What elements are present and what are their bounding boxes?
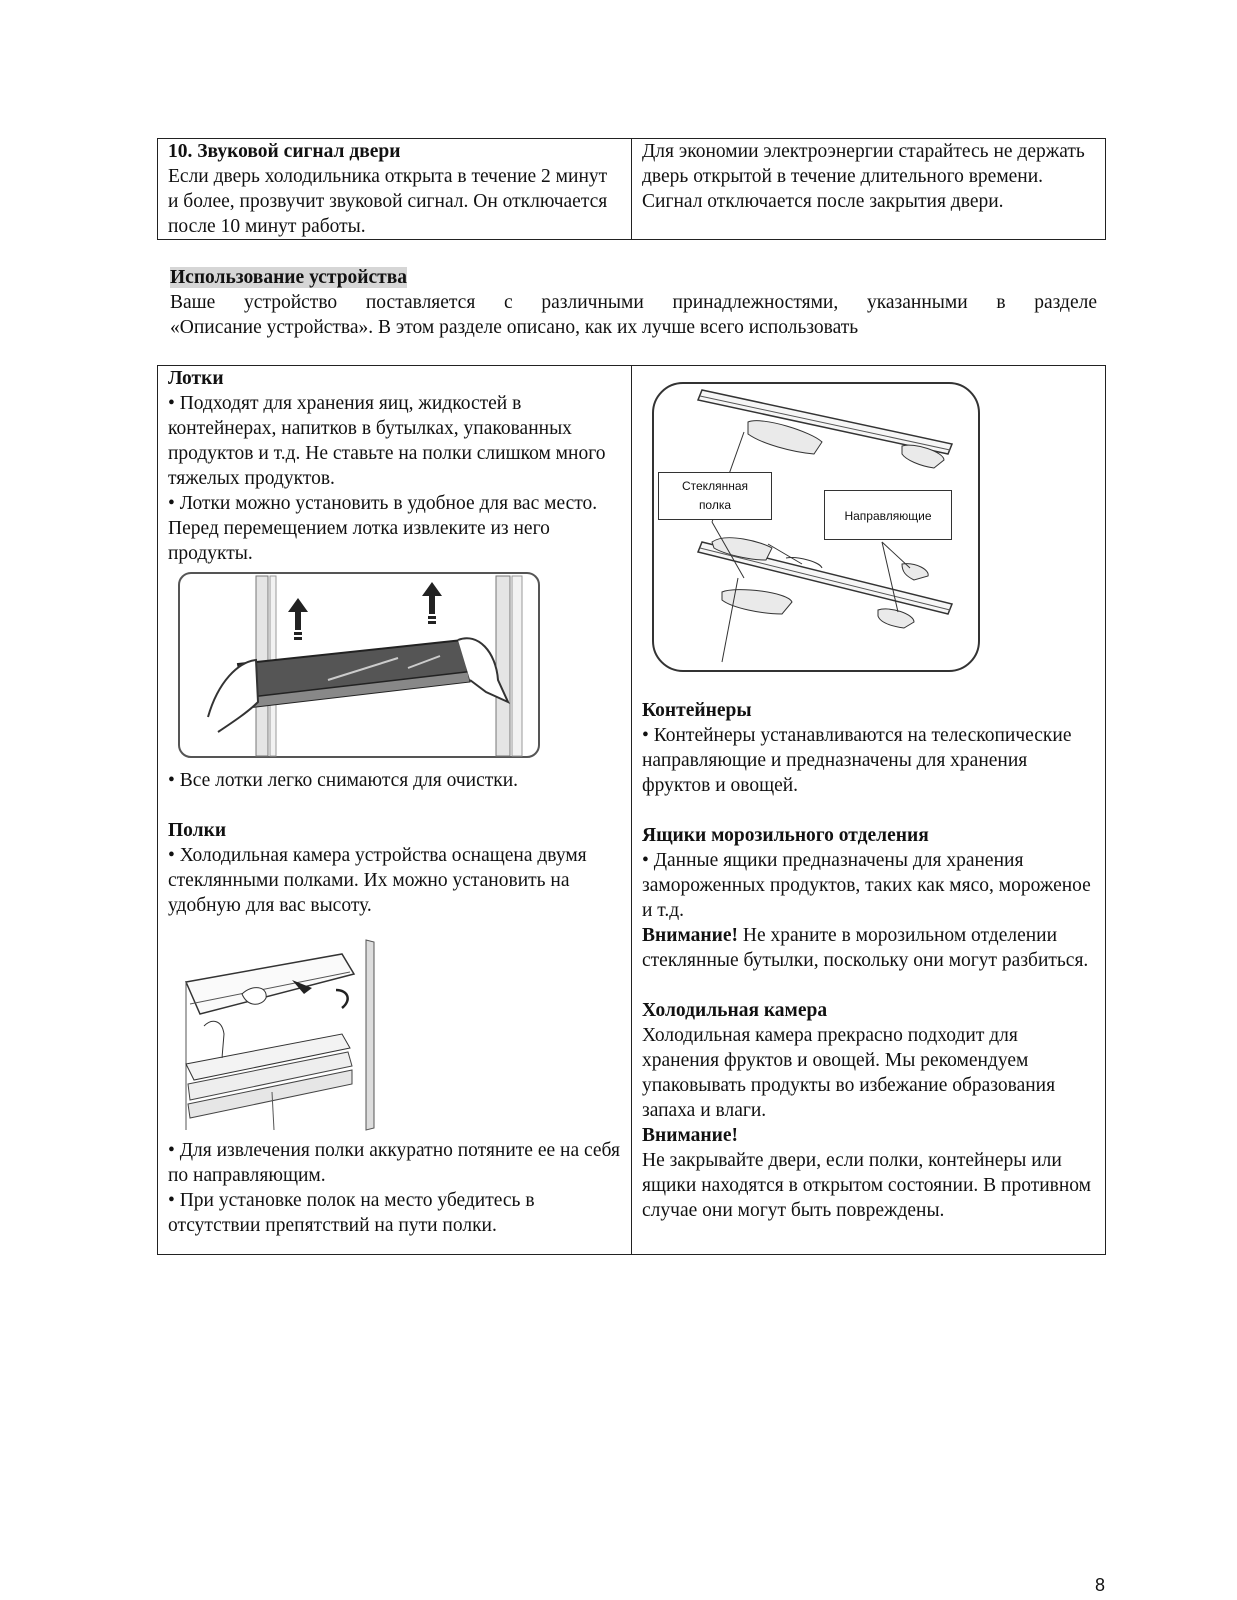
trays-bullet-1: • Подходят для хранения яиц, жидкостей в контейнерах, напитков в бутылках, упакованных продуктов и т.д. Не ставьте на полки слишком много тяжелых продуктов.	[168, 393, 606, 489]
fridge-chamber-warning-label: Внимание!	[642, 1125, 738, 1146]
shelves-bullet-3: • При установке полок на место убедитесь в отсутствии препятствий на пути полки.	[168, 1190, 535, 1236]
shelves-bullet-2: • Для извлечения полки аккуратно потяните ее на себя по направляющим.	[168, 1140, 620, 1186]
trays-heading: Лотки	[168, 368, 224, 389]
fridge-chamber-heading: Холодильная камера	[642, 1000, 828, 1021]
label-rails: Направляющие	[824, 490, 952, 540]
glass-shelf-diagram	[652, 382, 980, 674]
trays-bullet-2: • Лотки можно установить в удобное для вас место. Перед перемещением лотка извлеките из него продукты.	[168, 493, 598, 564]
accessories-table	[157, 365, 1106, 1255]
shelves-heading: Полки	[168, 820, 227, 841]
label-glass-shelf: Стеклянная полка	[658, 472, 772, 520]
left-column	[158, 366, 632, 1255]
usage-intro-line1: Ваше устройство поставляется с различными принадлежностями, указанными в разделе	[170, 292, 1097, 313]
trays-bullet-3: • Все лотки легко снимаются для очистки.	[168, 770, 519, 791]
containers-heading: Контейнеры	[642, 700, 752, 721]
shelves-bullet-1: • Холодильная камера устройства оснащена двумя стеклянными полками. Их можно установить на удобную для вас высоту.	[168, 845, 587, 916]
tray-removal-illustration	[178, 572, 540, 762]
freezer-drawers-bullet-1: • Данные ящики предназначены для хранения замороженных продуктов, таких как мясо, мороженое и т.д.	[642, 850, 1091, 921]
shelf-removal-illustration	[182, 934, 382, 1134]
containers-bullet-1: • Контейнеры устанавливаются на телескопические направляющие и предназначены для хранения фруктов и овощей.	[642, 725, 1072, 796]
freezer-drawers-warning: Внимание! Не храните в морозильном отделении стеклянные бутылки, поскольку они могут разбиться.	[642, 925, 1089, 971]
fridge-chamber-warning-text: Не закрывайте двери, если полки, контейнеры или ящики находятся в открытом состоянии. В противном случае они могут быть повреждены.	[642, 1150, 1092, 1221]
door-alarm-table	[157, 138, 1106, 240]
right-column	[632, 366, 1106, 1255]
page-number: 8	[1095, 1575, 1106, 1595]
usage-intro-line2: «Описание устройства». В этом разделе описано, как их лучше всего использовать	[170, 317, 859, 338]
usage-heading: Использование устройства	[170, 267, 408, 288]
door-alarm-cell	[158, 139, 632, 240]
freezer-drawers-heading: Ящики морозильного отделения	[642, 825, 929, 846]
usage-section	[170, 265, 1097, 340]
door-alarm-heading: 10. Звуковой сигнал двери	[168, 141, 401, 162]
door-alarm-tip: Для экономии электроэнергии старайтесь не держать дверь открытой в течение длительного времени. Сигнал отключается после закрытия двери.	[642, 141, 1085, 212]
door-alarm-text: Если дверь холодильника открыта в течение 2 минут и более, прозвучит звуковой сигнал. Он отключается после 10 минут работы.	[168, 166, 608, 237]
door-alarm-tip-cell	[632, 139, 1106, 240]
fridge-chamber-text: Холодильная камера прекрасно подходит для хранения фруктов и овощей. Мы рекомендуем упаковывать продукты во избежание образования запаха и влаги.	[642, 1025, 1056, 1121]
